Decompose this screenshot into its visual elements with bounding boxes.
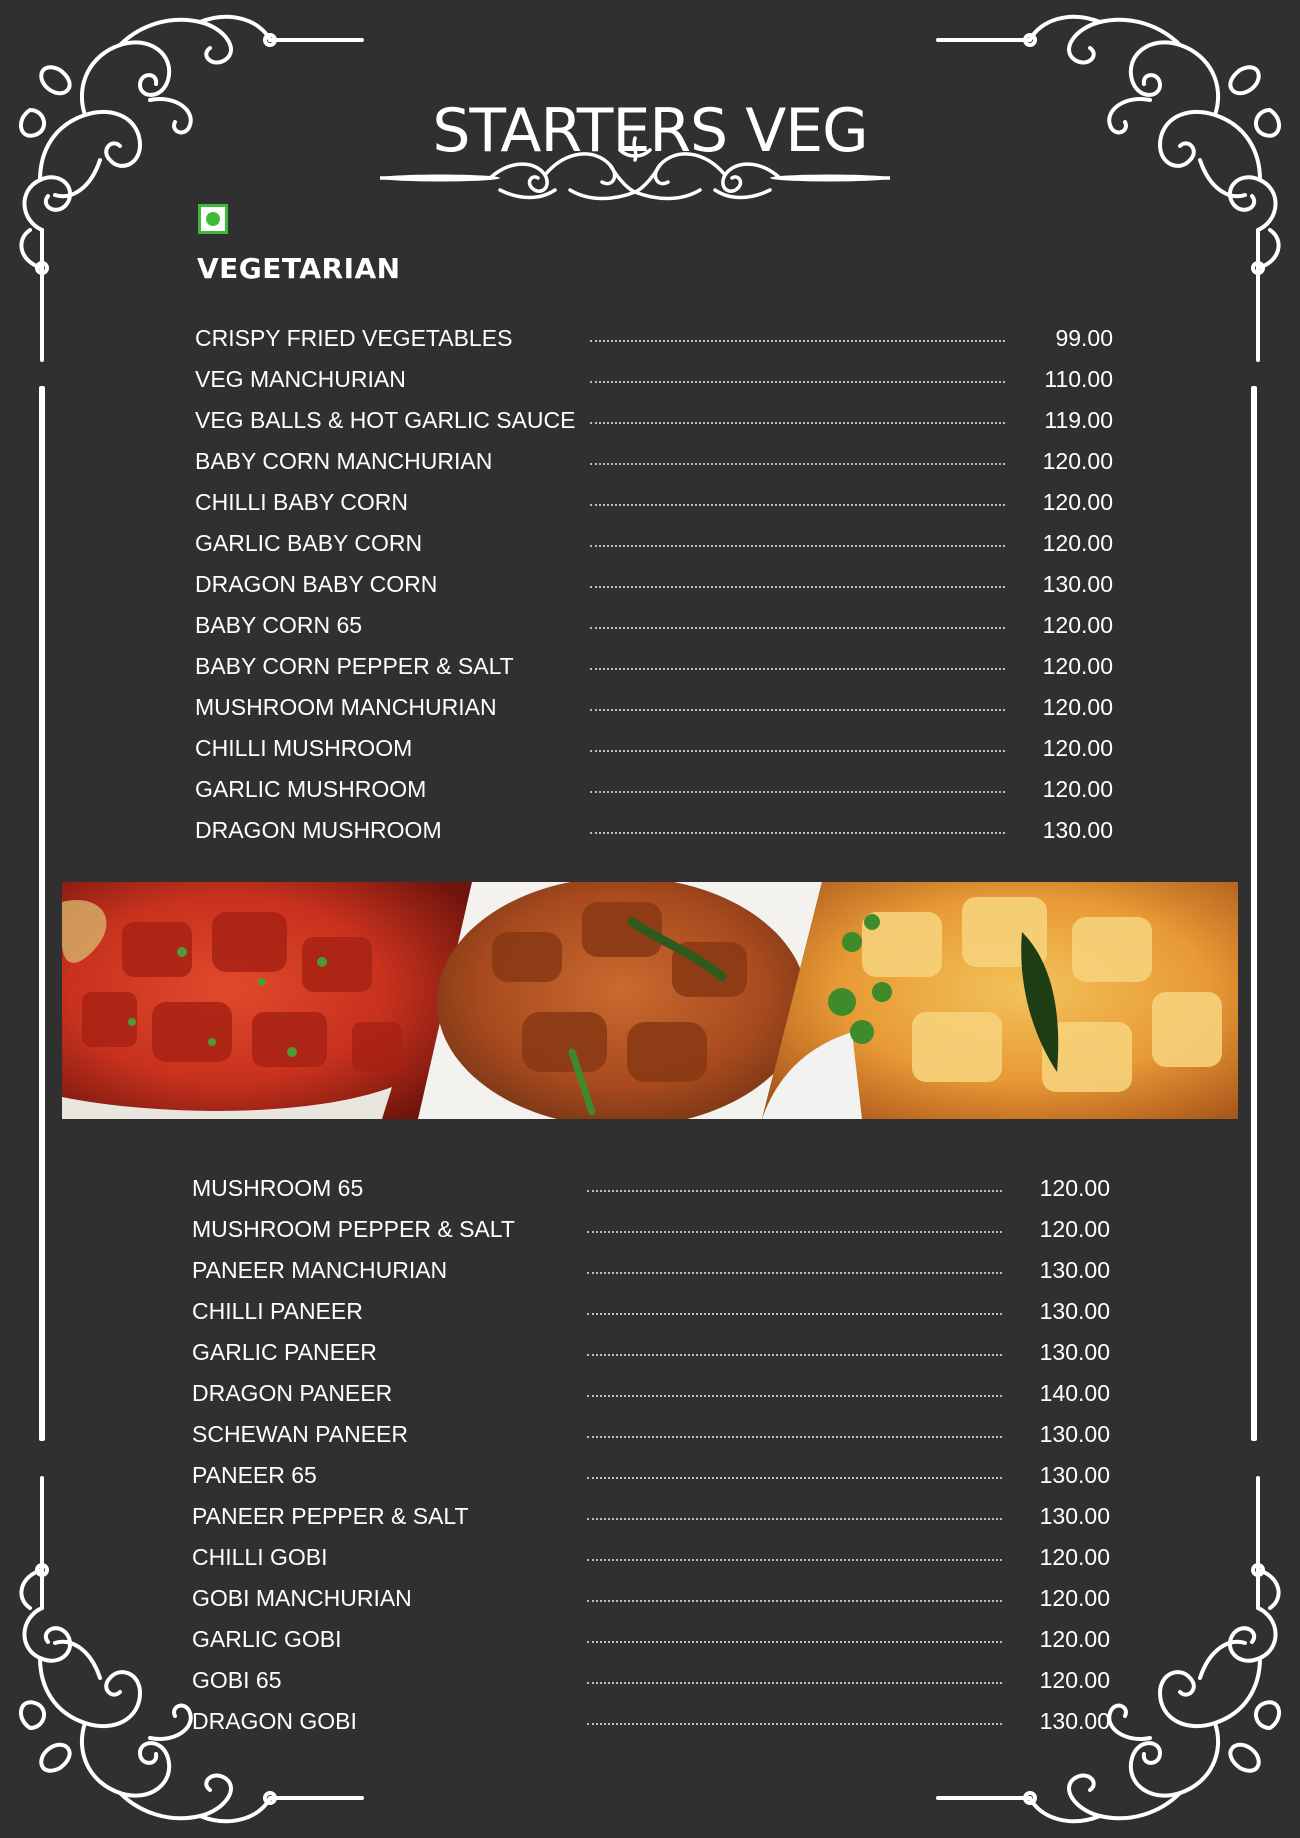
menu-item-price: 119.00 — [1044, 407, 1113, 433]
menu-item-name: DRAGON PANEER — [192, 1380, 393, 1406]
menu-item-name: MUSHROOM 65 — [192, 1175, 364, 1201]
menu-item-name: BABY CORN 65 — [195, 612, 363, 638]
dotted-leader — [587, 1682, 1002, 1684]
dotted-leader — [590, 381, 1005, 383]
menu-item-price: 120.00 — [1039, 1216, 1110, 1242]
menu-item-name: CHILLI MUSHROOM — [195, 735, 413, 761]
menu-item — [192, 1170, 1110, 1211]
menu-item-price: 120.00 — [1042, 489, 1113, 515]
menu-list-2 — [192, 1170, 1110, 1744]
baby-corn-65-photo — [418, 882, 832, 1119]
menu-item-price: 130.00 — [1039, 1339, 1110, 1365]
menu-item — [192, 1703, 1110, 1744]
menu-item-price: 130.00 — [1042, 817, 1113, 843]
menu-item — [192, 1375, 1110, 1416]
menu-item — [192, 1416, 1110, 1457]
menu-item-price: 120.00 — [1042, 448, 1113, 474]
menu-item — [195, 812, 1113, 853]
menu-item — [195, 484, 1113, 525]
menu-item-price: 120.00 — [1042, 694, 1113, 720]
menu-item-name: BABY CORN PEPPER & SALT — [195, 653, 514, 679]
page-title: STARTERS VEG — [432, 96, 868, 167]
menu-item-price: 120.00 — [1039, 1175, 1110, 1201]
dotted-leader — [587, 1313, 1002, 1315]
chilli-paneer-photo — [62, 882, 472, 1119]
menu-item-price: 130.00 — [1039, 1462, 1110, 1488]
menu-item-price: 130.00 — [1039, 1257, 1110, 1283]
menu-item-price: 120.00 — [1039, 1585, 1110, 1611]
dotted-leader — [587, 1641, 1002, 1643]
menu-item-price: 130.00 — [1039, 1298, 1110, 1324]
dotted-leader — [587, 1723, 1002, 1725]
menu-item-name: CRISPY FRIED VEGETABLES — [195, 325, 513, 351]
dotted-leader — [587, 1477, 1002, 1479]
menu-item-price: 120.00 — [1039, 1626, 1110, 1652]
menu-item-price: 140.00 — [1039, 1380, 1110, 1406]
dotted-leader — [590, 586, 1005, 588]
menu-item-price: 120.00 — [1042, 776, 1113, 802]
menu-item-name: DRAGON GOBI — [192, 1708, 357, 1734]
menu-item-price: 130.00 — [1042, 571, 1113, 597]
menu-item — [195, 730, 1113, 771]
menu-item-price: 130.00 — [1039, 1503, 1110, 1529]
menu-item — [195, 443, 1113, 484]
dotted-leader — [590, 791, 1005, 793]
menu-item — [195, 771, 1113, 812]
menu-list-1 — [195, 320, 1113, 853]
menu-item-name: PANEER 65 — [192, 1462, 317, 1488]
menu-item-name: GOBI 65 — [192, 1667, 282, 1693]
menu-item-price: 120.00 — [1042, 653, 1113, 679]
menu-item-name: MUSHROOM PEPPER & SALT — [192, 1216, 515, 1242]
menu-item-price: 130.00 — [1039, 1708, 1110, 1734]
dotted-leader — [587, 1559, 1002, 1561]
menu-item — [195, 689, 1113, 730]
menu-item-name: VEG MANCHURIAN — [195, 366, 406, 392]
menu-item — [192, 1580, 1110, 1621]
dotted-leader — [590, 545, 1005, 547]
menu-item — [195, 648, 1113, 689]
dotted-leader — [587, 1231, 1002, 1233]
dotted-leader — [587, 1600, 1002, 1602]
menu-item — [192, 1662, 1110, 1703]
menu-item-name: MUSHROOM MANCHURIAN — [195, 694, 497, 720]
dotted-leader — [587, 1272, 1002, 1274]
dotted-leader — [590, 340, 1005, 342]
menu-item-name: GARLIC BABY CORN — [195, 530, 423, 556]
dotted-leader — [587, 1436, 1002, 1438]
menu-item-price: 120.00 — [1039, 1544, 1110, 1570]
menu-item-price: 120.00 — [1042, 612, 1113, 638]
side-border-right — [1251, 386, 1257, 1441]
menu-item — [192, 1252, 1110, 1293]
menu-item-name: DRAGON MUSHROOM — [195, 817, 442, 843]
menu-item — [192, 1211, 1110, 1252]
dotted-leader — [590, 668, 1005, 670]
menu-item — [195, 402, 1113, 443]
menu-item-name: SCHEWAN PANEER — [192, 1421, 408, 1447]
menu-item — [192, 1457, 1110, 1498]
menu-item-price: 120.00 — [1042, 735, 1113, 761]
menu-item-price: 120.00 — [1042, 530, 1113, 556]
menu-item-name: PANEER MANCHURIAN — [192, 1257, 448, 1283]
menu-item-name: VEG BALLS & HOT GARLIC SAUCE — [195, 407, 576, 433]
menu-item-name: GARLIC GOBI — [192, 1626, 342, 1652]
menu-item-name: CHILLI BABY CORN — [195, 489, 409, 515]
menu-item-name: BABY CORN MANCHURIAN — [195, 448, 493, 474]
side-border-left — [39, 386, 45, 1441]
dotted-leader — [590, 750, 1005, 752]
menu-item-price: 99.00 — [1055, 325, 1113, 351]
menu-item — [195, 320, 1113, 361]
menu-item — [192, 1498, 1110, 1539]
menu-item-name: GARLIC PANEER — [192, 1339, 377, 1365]
dotted-leader — [590, 627, 1005, 629]
menu-item — [192, 1539, 1110, 1580]
dotted-leader — [590, 463, 1005, 465]
menu-item-price: 110.00 — [1044, 366, 1113, 392]
dotted-leader — [587, 1395, 1002, 1397]
menu-item — [195, 607, 1113, 648]
menu-item-name: GARLIC MUSHROOM — [195, 776, 427, 802]
menu-item-price: 130.00 — [1039, 1421, 1110, 1447]
category-heading: VEGETARIAN — [197, 252, 401, 285]
dotted-leader — [587, 1190, 1002, 1192]
dotted-leader — [590, 504, 1005, 506]
paneer-curry-photo — [762, 882, 1238, 1119]
dotted-leader — [590, 422, 1005, 424]
menu-item — [195, 566, 1113, 607]
menu-item-name: CHILLI PANEER — [192, 1298, 363, 1324]
dotted-leader — [590, 709, 1005, 711]
dotted-leader — [587, 1518, 1002, 1520]
menu-item-name: PANEER PEPPER & SALT — [192, 1503, 469, 1529]
food-photo-banner — [62, 882, 1238, 1119]
menu-item-name: GOBI MANCHURIAN — [192, 1585, 412, 1611]
menu-item — [192, 1293, 1110, 1334]
dotted-leader — [587, 1354, 1002, 1356]
dotted-leader — [590, 832, 1005, 834]
menu-item — [195, 525, 1113, 566]
menu-item — [195, 361, 1113, 402]
title-flourish-ornament — [380, 130, 890, 210]
veg-symbol-icon — [198, 204, 228, 234]
menu-item-name: DRAGON BABY CORN — [195, 571, 438, 597]
menu-item-price: 120.00 — [1039, 1667, 1110, 1693]
menu-item — [192, 1621, 1110, 1662]
menu-item-name: CHILLI GOBI — [192, 1544, 328, 1570]
menu-item — [192, 1334, 1110, 1375]
